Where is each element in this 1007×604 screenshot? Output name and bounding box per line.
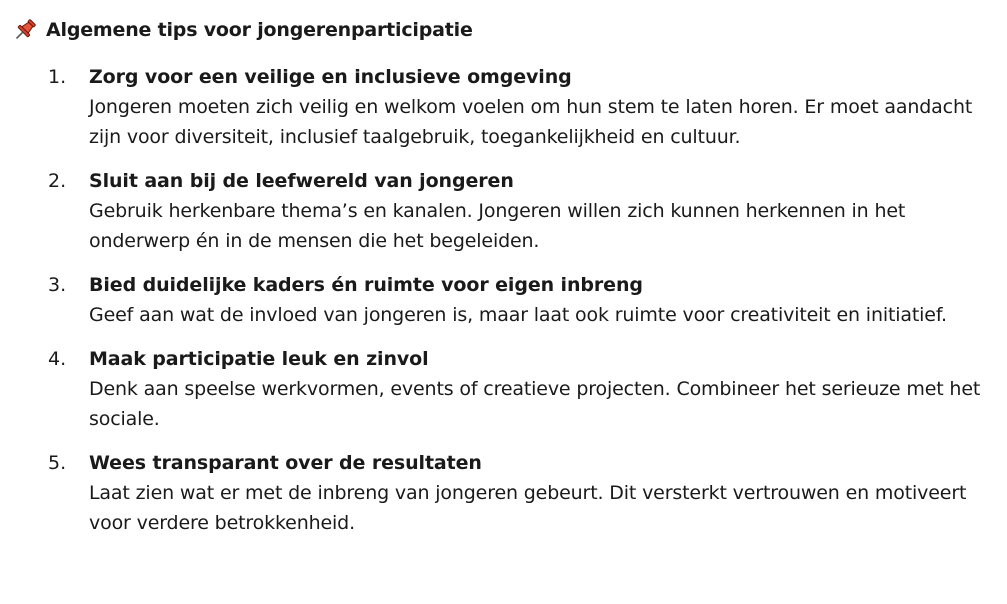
list-item [48,270,998,330]
item-number: 4. [48,348,67,370]
list-item [48,166,998,256]
item-title: Sluit aan bij de leefwereld van jongeren [89,170,514,192]
item-title: Zorg voor een veilige en inclusieve omgeving [89,66,572,88]
item-title: Bied duidelijke kaders én ruimte voor eigen inbreng [89,274,643,296]
item-title: Wees transparant over de resultaten [89,452,482,474]
item-number: 1. [48,66,67,88]
item-text: Laat zien wat er met de inbreng van jongeren gebeurt. Dit versterkt vertrouwen en motiveert voor verdere betrokkenheid. [89,482,967,534]
item-text: Gebruik herkenbare thema’s en kanalen. Jongeren willen zich kunnen herkennen in het onderwerp én in de mensen die het begeleiden. [89,200,906,252]
list-item [48,344,998,434]
list-item [48,62,998,152]
heading-title: Algemene tips voor jongerenparticipatie [46,19,473,41]
pushpin-icon [12,17,38,43]
item-text: Jongeren moeten zich veilig en welkom voelen om hun stem te laten horen. Er moet aandacht zijn voor diversiteit, inclusief taalgebruik, toegankelijkheid en cultuur. [89,96,973,148]
tips-list [48,62,998,552]
item-text: Geef aan wat de invloed van jongeren is, maar laat ook ruimte voor creativiteit en initiatief. [89,304,947,326]
item-number: 5. [48,452,67,474]
list-item [48,448,998,538]
item-number: 3. [48,274,67,296]
item-text: Denk aan speelse werkvormen, events of creatieve projecten. Combineer het serieuze met het sociale. [89,378,981,430]
item-number: 2. [48,170,67,192]
section-heading [12,14,473,46]
item-title: Maak participatie leuk en zinvol [89,348,429,370]
